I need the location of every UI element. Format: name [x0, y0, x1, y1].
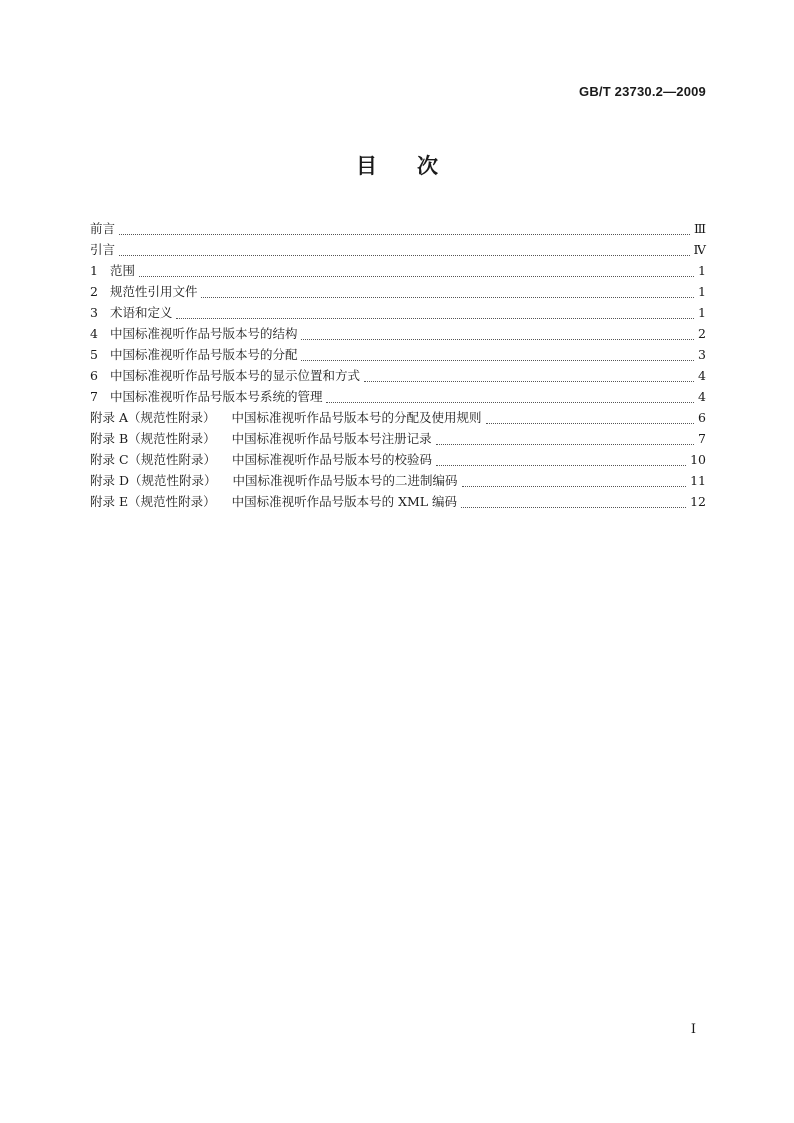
toc-leader-dots [486, 414, 694, 424]
toc-entry-page: 4 [698, 389, 706, 404]
toc-annex-label: 附录 C（规范性附录） [90, 452, 217, 467]
toc-annex-title: 中国标准视听作品号版本号的分配及使用规则 [231, 410, 482, 425]
page-title: 目次 [356, 154, 478, 178]
toc-entry-label: 规范性引用文件 [109, 284, 198, 299]
toc-entry-annex[interactable] [90, 491, 706, 512]
toc-entry-page: Ⅲ [693, 221, 706, 236]
toc-entry-label: 中国标准视听作品号版本号的显示位置和方式 [109, 368, 360, 383]
toc-entry-number: 4 [90, 326, 98, 341]
toc-annex-label: 附录 E（规范性附录） [90, 494, 216, 509]
toc-entry-number: 2 [90, 284, 98, 299]
toc-entry-annex[interactable] [90, 428, 706, 449]
toc-entry-number: 5 [90, 347, 98, 362]
toc-entry-page: 1 [698, 284, 706, 299]
toc-entry-label: 中国标准视听作品号版本号系统的管理 [109, 389, 323, 404]
toc-entry-page: 1 [698, 263, 706, 278]
toc-entry[interactable] [90, 302, 706, 323]
toc-entry[interactable] [90, 323, 706, 344]
toc-entry-annex[interactable] [90, 470, 706, 491]
toc-entry[interactable] [90, 365, 706, 386]
toc-entry-page: 12 [690, 494, 706, 509]
toc-entry-number: 3 [90, 305, 98, 320]
toc-entry[interactable] [90, 260, 706, 281]
toc-entry-label: 术语和定义 [109, 305, 173, 320]
toc-entry-label: 范围 [109, 263, 135, 278]
toc-entry-page: 11 [690, 473, 706, 488]
toc-leader-dots [462, 477, 687, 487]
toc-leader-dots [301, 330, 694, 340]
toc-entry[interactable] [90, 386, 706, 407]
toc-leader-dots [139, 267, 694, 277]
toc-leader-dots [201, 288, 694, 298]
toc-leader-dots [176, 309, 694, 319]
toc-annex-label: 附录 D（规范性附录） [90, 473, 217, 488]
page-number: I [690, 1022, 696, 1037]
toc-entry-label: 引言 [90, 242, 116, 257]
toc-entry-label: 中国标准视听作品号版本号的分配 [109, 347, 298, 362]
toc-entry-annex[interactable] [90, 407, 706, 428]
toc-annex-label: 附录 B（规范性附录） [90, 431, 216, 446]
toc-leader-dots [119, 246, 689, 256]
toc-entry[interactable] [90, 281, 706, 302]
toc-entry-page: 6 [698, 410, 706, 425]
toc-leader-dots [119, 225, 690, 235]
toc-entry-annex[interactable] [90, 449, 706, 470]
toc-entry-page: 7 [698, 431, 706, 446]
toc-entry-page: 2 [698, 326, 706, 341]
toc-entry-number: 6 [90, 368, 98, 383]
toc-entry[interactable] [90, 344, 706, 365]
toc-annex-label: 附录 A（规范性附录） [90, 410, 216, 425]
toc-annex-title: 中国标准视听作品号版本号的校验码 [232, 452, 433, 467]
toc-entry-page: 3 [698, 347, 706, 362]
toc-entry-number: 7 [90, 389, 98, 404]
toc-annex-title: 中国标准视听作品号版本号的 XML 编码 [231, 494, 458, 509]
toc-annex-title: 中国标准视听作品号版本号注册记录 [231, 431, 432, 446]
toc-leader-dots [436, 456, 686, 466]
toc-annex-title: 中国标准视听作品号版本号的二进制编码 [232, 473, 458, 488]
toc-leader-dots [436, 435, 694, 445]
toc-entry[interactable] [90, 218, 706, 239]
toc-entry[interactable] [90, 239, 706, 260]
toc-entry-page: 1 [698, 305, 706, 320]
toc-entry-label: 前言 [90, 221, 116, 236]
table-of-contents [90, 218, 706, 512]
toc-entry-label: 中国标准视听作品号版本号的结构 [109, 326, 298, 341]
toc-leader-dots [301, 351, 694, 361]
toc-leader-dots [326, 393, 694, 403]
toc-entry-number: 1 [90, 263, 98, 278]
toc-leader-dots [461, 498, 686, 508]
toc-entry-page: Ⅳ [693, 242, 706, 257]
toc-entry-page: 10 [690, 452, 706, 467]
standard-code: GB/T 23730.2—2009 [579, 84, 706, 99]
toc-leader-dots [364, 372, 694, 382]
toc-entry-page: 4 [698, 368, 706, 383]
